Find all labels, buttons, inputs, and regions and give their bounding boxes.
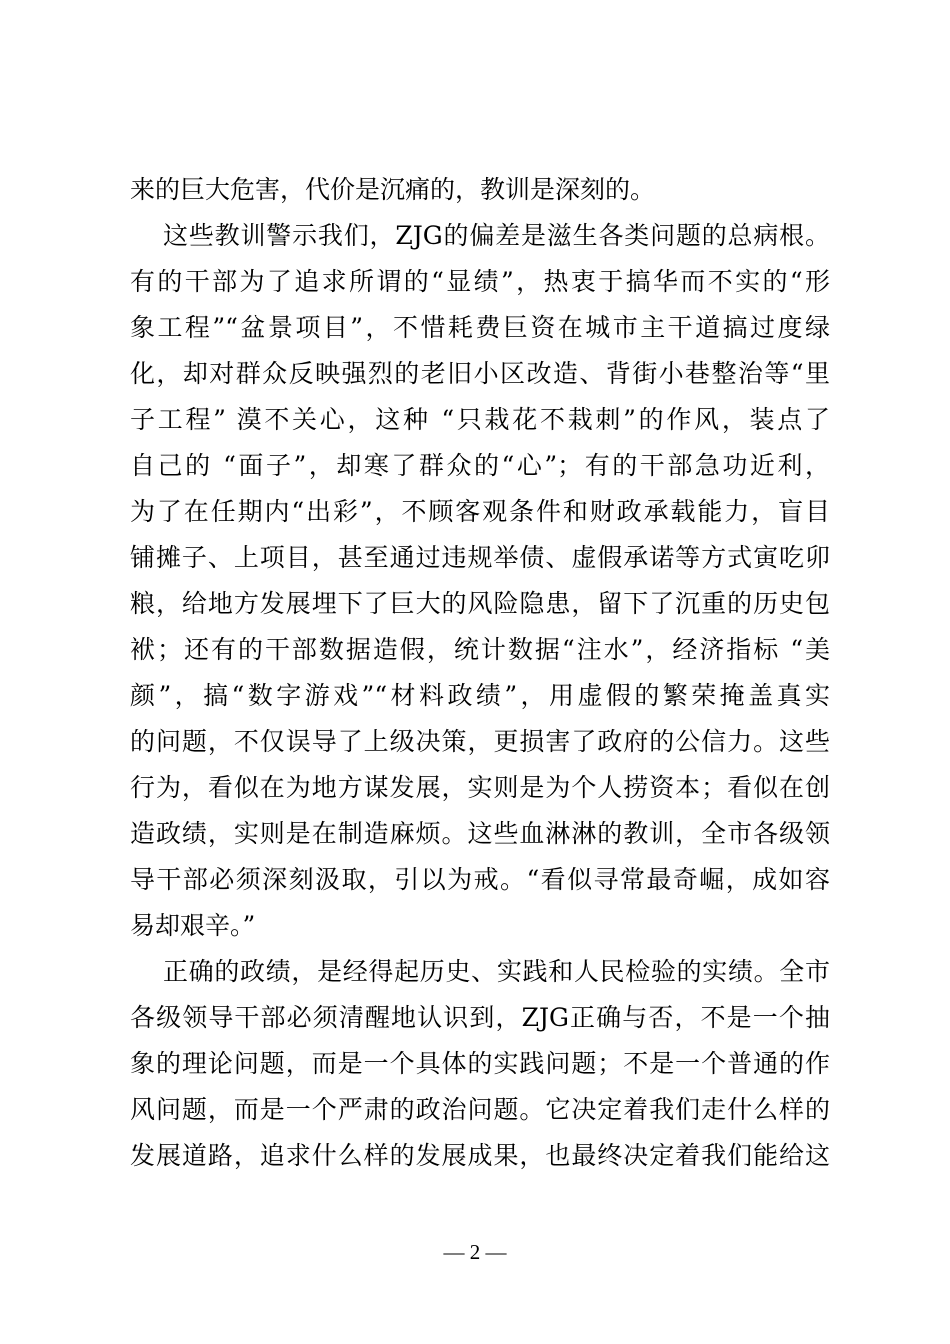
- text-line: 自己的 “面子”，却寒了群众的“心”；有的干部急功近利，: [130, 451, 830, 480]
- text-line: 发展道路，追求什么样的发展成果，也最终决定着我们能给这: [130, 1141, 830, 1170]
- text-line: 易却艰辛。”: [130, 911, 256, 940]
- text-line: 化，却对群众反映强烈的老旧小区改造、背街小巷整治等“里: [130, 359, 830, 388]
- text-line: 象工程”“盆景项目”，不惜耗费巨资在城市主干道搞过度绿: [130, 313, 830, 342]
- text-line: 风问题，而是一个严肃的政治问题。它决定着我们走什么样的: [130, 1095, 830, 1124]
- text-line: 颜”，搞“数字游戏”“材料政绩”，用虚假的繁荣掩盖真实: [130, 681, 830, 710]
- text-line: 正确的政绩，是经得起历史、实践和人民检验的实绩。全市: [163, 957, 830, 986]
- text-line: 有的干部为了追求所谓的“显绩”，热衷于搞华而不实的“形: [130, 267, 830, 296]
- text-line: 来的巨大危害，代价是沉痛的，教训是深刻的。: [130, 175, 656, 204]
- text-line: 子工程” 漠不关心，这种 “只栽花不栽刺”的作风，装点了: [130, 405, 830, 434]
- text-line: 行为，看似在为地方谋发展，实则是为个人捞资本；看似在创: [130, 773, 830, 802]
- text-line: 铺摊子、上项目，甚至通过违规举债、虚假承诺等方式寅吃卯: [130, 543, 830, 572]
- text-line: 粮，给地方发展埋下了巨大的风险隐患，留下了沉重的历史包: [130, 589, 830, 618]
- text-line: 这些教训警示我们，ZJG的偏差是滋生各类问题的总病根。: [163, 221, 830, 250]
- text-line: 各级领导干部必须清醒地认识到，ZJG正确与否，不是一个抽: [130, 1003, 830, 1032]
- text-line: 为了在任期内“出彩”，不顾客观条件和财政承载能力，盲目: [130, 497, 830, 526]
- text-line: 象的理论问题，而是一个具体的实践问题；不是一个普通的作: [130, 1049, 830, 1078]
- text-line: 袱；还有的干部数据造假，统计数据“注水”，经济指标 “美: [130, 635, 830, 664]
- text-line: 造政绩，实则是在制造麻烦。这些血淋淋的教训，全市各级领: [130, 819, 830, 848]
- text-line: 的问题，不仅误导了上级决策，更损害了政府的公信力。这些: [130, 727, 830, 756]
- text-line: 导干部必须深刻汲取，引以为戒。“看似寻常最奇崛，成如容: [130, 865, 830, 894]
- page-number: — 2 —: [443, 1240, 507, 1264]
